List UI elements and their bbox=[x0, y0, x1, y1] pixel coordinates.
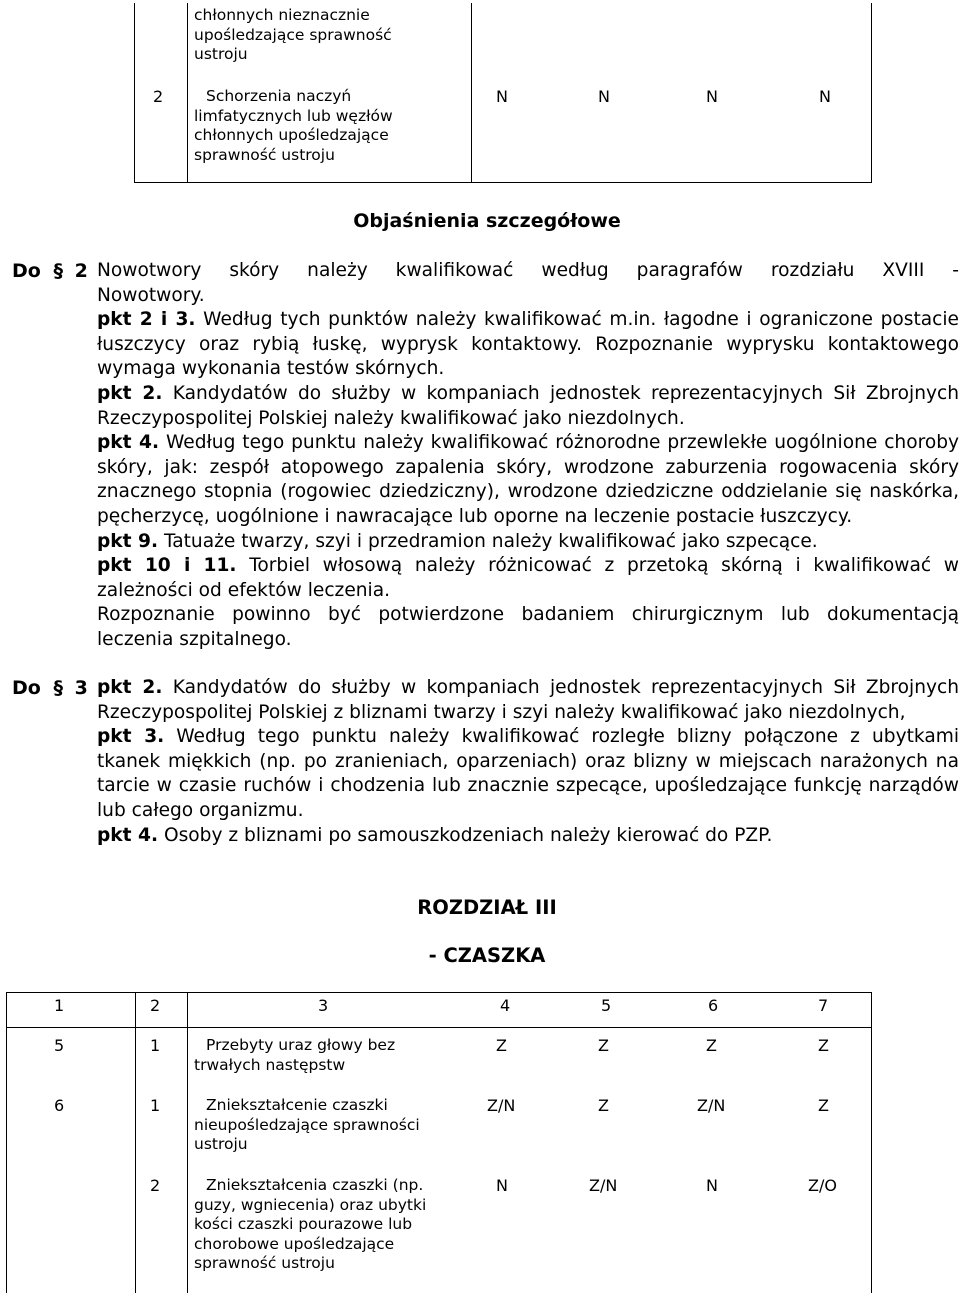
table-header: 6 bbox=[708, 996, 719, 1015]
point-text: Według tego punktu należy kwalifikować różnorodne przewlekłe uogólnione choroby skóry, jak: zespół atopowego zapalenia skóry, wrodzone zaburzenia rogowacenia skóry znacznego stopnia (rogowiec dziedziczny), wrodzone dziedziczne oddzielanie się naskórka, pęcherzycę, uogólnione i nawracające lub oporne na leczenie postacie łuszczycy. bbox=[97, 432, 960, 527]
table-header: 4 bbox=[500, 996, 511, 1015]
table-cell-category: N bbox=[496, 1176, 508, 1195]
description-line: Przebyty uraz głowy bez bbox=[206, 1036, 396, 1054]
point-4 bbox=[97, 431, 959, 529]
chapter-subtitle: - CZASZKA bbox=[428, 944, 546, 967]
point-label: pkt 4. bbox=[97, 432, 160, 454]
description-line: nieupośledzające sprawności bbox=[194, 1115, 420, 1134]
point-label: pkt 9. bbox=[97, 530, 159, 552]
table-cell-description bbox=[194, 6, 392, 65]
label-number: 2 bbox=[74, 260, 88, 282]
point-label: pkt 3. bbox=[97, 726, 165, 748]
paragraph-label-do2 bbox=[12, 259, 88, 283]
description-line: chorobowe upośledzające bbox=[194, 1234, 395, 1253]
column-divider bbox=[135, 993, 136, 1293]
table-cell-paragraph: 6 bbox=[54, 1096, 65, 1115]
point-text: Tatuaże twarzy, szyi i przedramion należy kwalifikować jako szpecące. bbox=[163, 530, 818, 552]
explanation-block-do3 bbox=[97, 676, 959, 848]
section-heading: Objaśnienia szczegółowe bbox=[353, 210, 621, 232]
table-header: 3 bbox=[318, 996, 329, 1015]
point-2 bbox=[97, 382, 959, 431]
table-cell-lp: 1 bbox=[150, 1036, 161, 1055]
point-text: Kandydatów do służby w kompaniach jednostek reprezentacyjnych Sił Zbrojnych Rzeczypospolitej Polskiej należy kwalifikować jako niezdolnych. bbox=[97, 382, 959, 429]
point-label: pkt 10 i 11. bbox=[97, 555, 237, 577]
point-4 bbox=[97, 824, 959, 849]
label-do: Do bbox=[12, 677, 41, 699]
table-cell-category: Z/O bbox=[808, 1176, 837, 1195]
label-do: Do bbox=[12, 260, 41, 282]
table-cell-lp: 2 bbox=[150, 1176, 161, 1195]
table-cell-category: N bbox=[496, 87, 508, 106]
point-3 bbox=[97, 725, 959, 823]
point-text: Według tego punktu należy kwalifikować rozległe blizny połączone z ubytkami tkanek miękkich (np. po zranieniach, oparzeniach) oraz blizny w miejscach narażonych na tarcie w czasie ruchów i chodzenia lub znacznie szpecące, upośledzające funkcję narządów lub całego organizmu. bbox=[97, 726, 959, 821]
table-header: 1 bbox=[54, 996, 65, 1015]
table-cell-category: Z/N bbox=[697, 1096, 726, 1115]
table-cell-category: Z/N bbox=[589, 1176, 618, 1195]
table-cell-description bbox=[194, 87, 393, 165]
point-label: pkt 4. bbox=[97, 824, 159, 846]
point-text: Torbiel włosową należy różnicować z przetoką skórną i kwalifikować w zależności od efektów leczenia. bbox=[97, 555, 959, 601]
description-line: limfatycznych lub węzłów bbox=[194, 106, 393, 125]
point-label: pkt 2. bbox=[97, 677, 163, 698]
table-cell-category: N bbox=[598, 87, 610, 106]
table-cell-category: N bbox=[819, 87, 831, 106]
description-line: sprawność ustroju bbox=[194, 1254, 335, 1272]
description-line: upośledzające sprawność bbox=[194, 25, 392, 44]
point-text: Według tych punktów należy kwalifikować m.in. łagodne i ograniczone postacie łuszczycy oraz rybią łuskę, wyprysk kontaktowy. Rozpoznanie wyprysku kontaktowego wymaga wykonania testów skórnych. bbox=[97, 309, 959, 380]
table-header: 7 bbox=[818, 996, 829, 1015]
classification-table bbox=[6, 992, 872, 1293]
section-sign: § bbox=[53, 260, 63, 282]
table-cell-description bbox=[194, 1036, 395, 1075]
description-line: Zniekształcenie czaszki bbox=[206, 1096, 388, 1114]
table-cell-category: Z bbox=[818, 1036, 829, 1055]
label-number: 3 bbox=[74, 677, 88, 699]
table-cell-category: Z bbox=[496, 1036, 507, 1055]
description-line: ustroju bbox=[194, 45, 248, 63]
chapter-title: ROZDZIAŁ III bbox=[417, 896, 557, 919]
table-cell-description bbox=[194, 1096, 420, 1155]
description-line: Zniekształcenia czaszki (np. bbox=[206, 1176, 424, 1194]
explanation-block-do2 bbox=[97, 259, 959, 653]
description-line: trwałych następstw bbox=[194, 1055, 346, 1074]
point-text: Kandydatów do służby w kompaniach jednostek reprezentacyjnych Sił Zbrojnych Rzeczypospolitej Polskiej z bliznami twarzy i szyi należy kwalifikować jako niezdolnych, bbox=[97, 677, 959, 723]
table-cell-category: Z bbox=[818, 1096, 829, 1115]
description-line: Schorzenia naczyń bbox=[206, 87, 352, 105]
table-cell-category: Z/N bbox=[487, 1096, 516, 1115]
paragraph-label-do3 bbox=[12, 676, 88, 700]
section-sign: § bbox=[53, 677, 63, 699]
point-label: pkt 2. bbox=[97, 382, 163, 404]
point-2-3 bbox=[97, 308, 959, 382]
column-divider bbox=[471, 3, 472, 182]
diagnosis-note: Rozpoznanie powinno być potwierdzone badaniem chirurgicznym lub dokumentacją leczenia szpitalnego. bbox=[97, 604, 959, 650]
point-label: pkt 2 i 3. bbox=[97, 309, 196, 331]
column-divider bbox=[187, 993, 188, 1293]
table-cell-lp: 2 bbox=[153, 87, 164, 106]
column-divider bbox=[187, 3, 188, 182]
description-line: chłonnych upośledzające bbox=[194, 126, 389, 144]
description-line: chłonnych nieznacznie bbox=[194, 6, 370, 24]
table-header: 5 bbox=[601, 996, 612, 1015]
table-cell-category: Z bbox=[598, 1096, 609, 1115]
header-divider bbox=[7, 1027, 871, 1028]
table-cell-category: Z bbox=[706, 1036, 717, 1055]
intro-text: Nowotwory skóry należy kwalifikować według paragrafów rozdziału XVIII - Nowotwory. bbox=[97, 260, 959, 306]
point-2 bbox=[97, 676, 959, 725]
description-line: sprawność ustroju bbox=[194, 145, 335, 164]
table-cell-description bbox=[194, 1176, 426, 1274]
point-10-11 bbox=[97, 554, 959, 603]
table-cell-category: N bbox=[706, 87, 718, 106]
description-line: ustroju bbox=[194, 1135, 248, 1153]
description-line: kości czaszki pourazowe lub bbox=[194, 1215, 413, 1233]
description-line: guzy, wgniecenia) oraz ubytki bbox=[194, 1195, 427, 1214]
table-cell-lp: 1 bbox=[150, 1096, 161, 1115]
table-cell-category: N bbox=[706, 1176, 718, 1195]
point-9 bbox=[97, 530, 959, 555]
point-text: Osoby z bliznami po samouszkodzeniach należy kierować do PZP. bbox=[163, 824, 773, 846]
table-cell-paragraph: 5 bbox=[54, 1036, 65, 1055]
table-header: 2 bbox=[150, 996, 161, 1015]
table-cell-category: Z bbox=[598, 1036, 609, 1055]
